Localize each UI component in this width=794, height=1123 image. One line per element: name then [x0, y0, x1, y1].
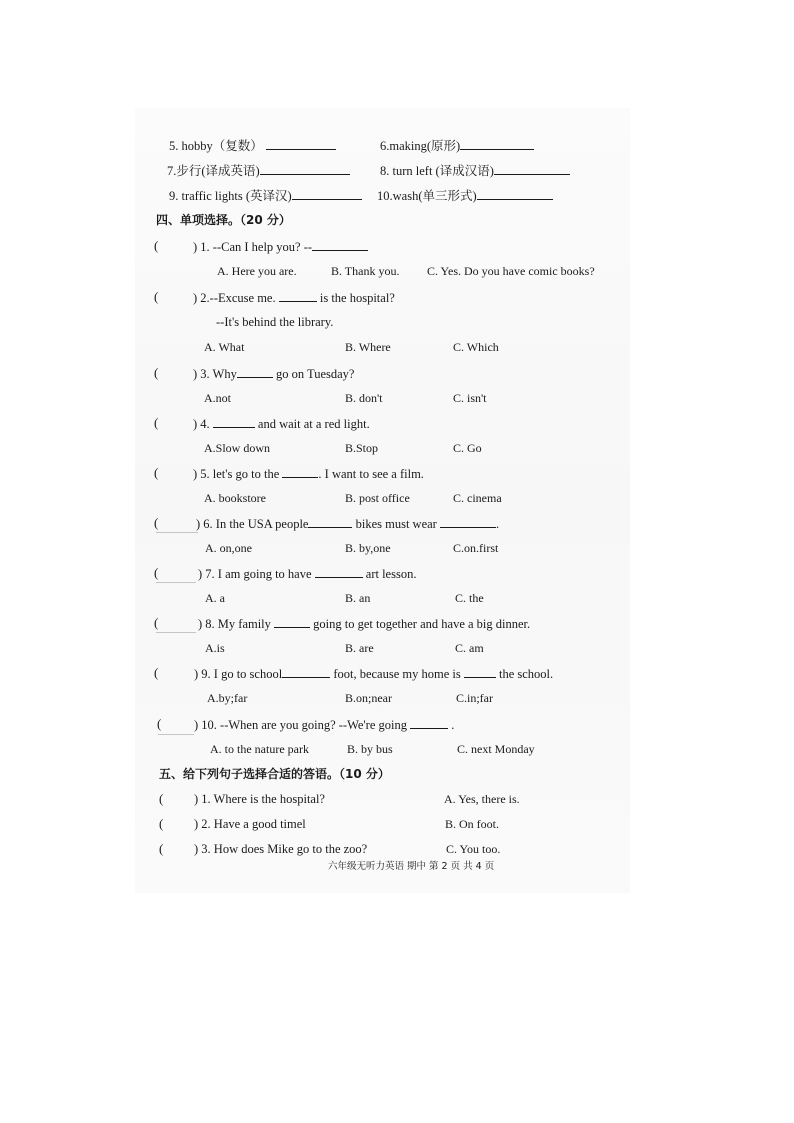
section-4-heading: 四、单项选择。（20 分）: [156, 213, 291, 227]
answer-blank[interactable]: [292, 187, 362, 200]
q2-option-a: A. What: [204, 340, 245, 354]
answer-blank[interactable]: [312, 238, 368, 251]
answer-blank[interactable]: [494, 162, 570, 175]
match-answer-c: C. You too.: [446, 842, 501, 856]
q2-option-c: C. Which: [453, 340, 499, 354]
answer-paren[interactable]: (: [154, 415, 159, 430]
answer-blank[interactable]: [477, 187, 553, 200]
q7-option-c: C. the: [455, 591, 484, 605]
q4-option-a: A.Slow down: [204, 441, 271, 455]
q7-option-b: B. an: [345, 591, 371, 605]
answer-blank[interactable]: [440, 515, 496, 528]
answer-paren[interactable]: (: [159, 816, 164, 831]
q5-option-b: B. post office: [345, 491, 410, 505]
match-question-3: ) 3. How does Mike go to the zoo?: [194, 842, 368, 856]
answer-paren[interactable]: (: [154, 615, 159, 630]
scan-underline-mark: [156, 632, 196, 633]
q8-option-c: C. am: [455, 641, 484, 655]
vocab-item-7: 7.步行(译成英语): [167, 162, 350, 179]
q10-option-c: C. next Monday: [457, 742, 535, 756]
answer-paren[interactable]: (: [159, 841, 164, 856]
q3-option-c: C. isn't: [453, 391, 487, 405]
answer-blank[interactable]: [266, 137, 336, 150]
answer-paren[interactable]: (: [159, 791, 164, 806]
vocab-item-8: 8. turn left (译成汉语): [380, 162, 570, 179]
q2-option-b: B. Where: [345, 340, 391, 354]
question-2: ) 2.--Excuse me. is the hospital?: [193, 291, 395, 305]
q1-option-a: A. Here you are.: [217, 264, 297, 278]
answer-paren[interactable]: (: [154, 565, 159, 580]
question-9: ) 9. I go to school foot, because my home is the school.: [194, 667, 554, 681]
question-8: ) 8. My family going to get together and have a big dinner.: [198, 617, 531, 631]
answer-paren[interactable]: (: [154, 465, 159, 480]
answer-blank[interactable]: [460, 137, 534, 150]
section-5-heading: 五、给下列句子选择合适的答语。（10 分）: [159, 767, 390, 781]
q3-option-a: A.not: [204, 391, 231, 405]
q4-option-c: C. Go: [453, 441, 482, 455]
q10-option-a: A. to the nature park: [210, 742, 309, 756]
question-6: ) 6. In the USA people bikes must wear .: [196, 517, 500, 531]
answer-blank[interactable]: [315, 565, 363, 578]
q8-option-a: A.is: [205, 641, 225, 655]
question-5: ) 5. let's go to the . I want to see a film.: [193, 467, 424, 481]
match-question-2: ) 2. Have a good timel: [194, 817, 306, 831]
scan-underline-mark: [156, 532, 198, 533]
question-3: ) 3. Why go on Tuesday?: [193, 367, 355, 381]
vocab-item-5: 5. hobby（复数）: [169, 137, 336, 154]
answer-paren[interactable]: (: [154, 365, 159, 380]
q6-option-a: A. on,one: [205, 541, 252, 555]
q4-option-b: B.Stop: [345, 441, 379, 455]
q6-option-c: C.on.first: [453, 541, 499, 555]
answer-blank[interactable]: [279, 289, 317, 302]
q9-option-a: A.by;far: [207, 691, 248, 705]
q1-option-c: C. Yes. Do you have comic books?: [427, 264, 595, 278]
match-question-1: ) 1. Where is the hospital?: [194, 792, 325, 806]
page-footer: 六年级无听力英语 期中 第 2 页 共 4 页: [328, 861, 495, 872]
question-10: ) 10. --When are you going? --We're going .: [194, 718, 455, 732]
answer-blank[interactable]: [213, 415, 255, 428]
q3-option-b: B. don't: [345, 391, 383, 405]
scan-underline-mark: [156, 582, 196, 583]
answer-blank[interactable]: [410, 716, 448, 729]
match-answer-b: B. On foot.: [445, 817, 499, 831]
vocab-item-6: 6.making(原形): [380, 137, 534, 154]
match-answer-a: A. Yes, there is.: [444, 792, 520, 806]
vocab-item-9: 9. traffic lights (英译汉): [169, 187, 362, 204]
q5-option-c: C. cinema: [453, 491, 502, 505]
answer-paren[interactable]: (: [154, 665, 159, 680]
answer-paren[interactable]: (: [154, 515, 159, 530]
q7-option-a: A. a: [205, 591, 225, 605]
q6-option-b: B. by,one: [345, 541, 391, 555]
answer-blank[interactable]: [308, 515, 352, 528]
scan-underline-mark: [158, 734, 194, 735]
answer-blank[interactable]: [237, 365, 273, 378]
question-1: ) 1. --Can I help you? --: [193, 238, 368, 255]
answer-blank[interactable]: [464, 665, 496, 678]
answer-paren[interactable]: (: [157, 716, 162, 731]
question-7: ) 7. I am going to have art lesson.: [198, 567, 417, 581]
question-4: ) 4. and wait at a red light.: [193, 417, 370, 431]
q10-option-b: B. by bus: [347, 742, 393, 756]
q8-option-b: B. are: [345, 641, 374, 655]
answer-blank[interactable]: [274, 615, 310, 628]
q5-option-a: A. bookstore: [204, 491, 266, 505]
q2-dialogue-reply: --It's behind the library.: [216, 315, 334, 329]
answer-blank[interactable]: [260, 162, 350, 175]
answer-blank[interactable]: [282, 665, 330, 678]
vocab-item-10: 10.wash(单三形式): [377, 187, 553, 204]
q1-option-b: B. Thank you.: [331, 264, 400, 278]
answer-blank[interactable]: [282, 465, 318, 478]
answer-paren[interactable]: (: [154, 289, 159, 304]
answer-paren[interactable]: (: [154, 238, 159, 253]
q9-option-b: B.on;near: [345, 691, 392, 705]
q9-option-c: C.in;far: [456, 691, 493, 705]
